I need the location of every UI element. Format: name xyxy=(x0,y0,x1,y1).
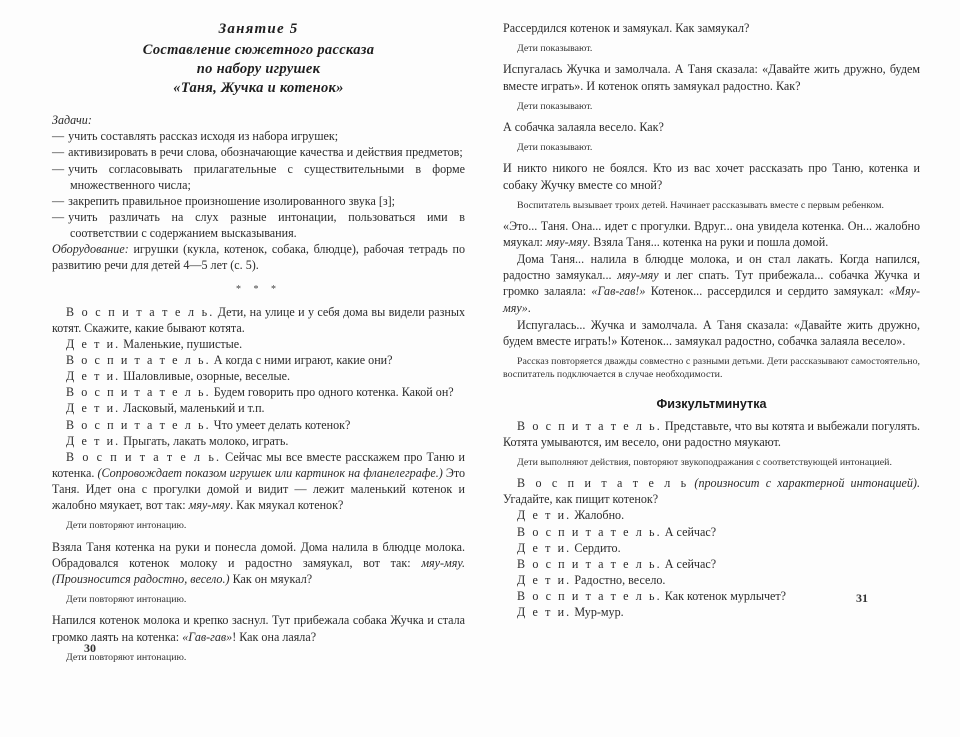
dog-paragraph xyxy=(52,612,465,644)
milk-part-2: Как он мяукал? xyxy=(229,571,313,586)
dialogue-text: Маленькие, пушистые. xyxy=(120,336,243,351)
task-text: учить различать на слух разные интонации, пользоваться ими в соответствии с содержанием высказывания. xyxy=(68,210,466,241)
em-dash-bullet: — xyxy=(52,210,65,225)
story-p2-d: . xyxy=(527,300,531,315)
milk-part-1: Взяла Таня котенка на руки и понесла домой. Дома налила в блюдце молока. Обрадовался котенок молоку и радостно замяукал, вот так: xyxy=(52,539,466,570)
speaker-label: В о с п и т а т е л ь. xyxy=(66,417,211,432)
story-p2-a: Дома Таня... налила в блюдце молока, и он стал лакать. Когда напился, радостно замяукал... xyxy=(503,252,920,283)
child-story-paragraph-1 xyxy=(503,218,920,250)
dialogue-line xyxy=(52,417,465,433)
teacher-story-part-3: . Как мяукал котенок? xyxy=(230,498,344,513)
fizkult-teacher-line-2 xyxy=(503,475,920,507)
page-number-left: 30 xyxy=(84,640,96,655)
stage-direction: Дети повторяют интонацию. xyxy=(66,520,187,532)
story-p1-a: «Это... Таня. Она... идет с прогулки. Вдруг... она увидела котенка. Он... жалобно мяукал: xyxy=(503,218,920,250)
dialogue-text: А когда с ними играют, какие они? xyxy=(210,353,393,367)
dialogue-line xyxy=(52,433,465,449)
dialogue-text: Шаловливые, озорные, веселые. xyxy=(120,369,290,384)
dog-part-2: ! Как она лаяла? xyxy=(232,629,317,644)
speaker-label: В о с п и т а т е л ь. xyxy=(517,524,662,539)
task-text: учить согласовывать прилагательные с существительными в форме множественного числа; xyxy=(68,161,466,192)
nobody-afraid-paragraph: И никто никого не боялся. Кто из вас хочет рассказать про Таню, котенка и собаку Жучку вместе со мной? xyxy=(503,161,920,192)
dialogue-line xyxy=(503,604,920,620)
speaker-label: В о с п и т а т е л ь. xyxy=(66,385,211,400)
dialogue-text: Как котенок мурлычет? xyxy=(661,589,787,604)
dialogue-line xyxy=(503,556,920,572)
dialogue-text: Будем говорить про одного котенка. Какой он? xyxy=(210,385,454,400)
teacher-stage-direction: (произносит с характерной интонацией). xyxy=(688,476,920,491)
onomatopoeia: мяу-мяу xyxy=(188,498,231,513)
stage-direction: Дети показывают. xyxy=(517,100,593,112)
tasks-list xyxy=(52,128,465,241)
scared-dog-paragraph: Испугалась Жучка и замолчала. А Таня сказала: «Давайте жить дружно, будем вместе играть». И котенок опять замяукал радостно. Как? xyxy=(503,62,920,93)
fizkult-teacher-2-text: Угадайте, как пищит котенок? xyxy=(503,492,659,507)
dialogue-text: Прыгать, лакать молоко, играть. xyxy=(120,433,289,448)
lesson-heading-line-3: по набору игрушек xyxy=(196,60,321,77)
em-dash-bullet: — xyxy=(52,161,65,176)
speaker-label: Д е т и. xyxy=(66,433,121,448)
dialogue-line xyxy=(52,400,465,416)
list-item xyxy=(52,128,465,144)
list-item xyxy=(52,144,465,160)
dialogue-line xyxy=(503,572,920,588)
speaker-label: В о с п и т а т е л ь. xyxy=(517,589,662,604)
speaker-label: В о с п и т а т е л ь. xyxy=(66,353,211,367)
equipment-text: игрушки (кукла, котенок, собака, блюдце), рабочая тетрадь по развитию речи для детей 4—5 лет (с. 5). xyxy=(52,242,466,273)
speaker-label: Д е т и. xyxy=(66,369,121,384)
dog-part-1: Напился котенок молока и крепко заснул. Тут прибежала собака Жучка и стала громко лаять на котенка: xyxy=(52,613,466,644)
dialogue-line xyxy=(52,352,465,368)
speaker-label: Д е т и. xyxy=(517,540,572,555)
speaker-label: В о с п и т а т е л ь. xyxy=(66,449,222,464)
speaker-label: В о с п и т а т е л ь. xyxy=(66,304,215,319)
dialogue-line xyxy=(503,507,920,523)
dialogue-line xyxy=(52,368,465,384)
teacher-story-paragraph xyxy=(52,449,465,514)
dialogue-text: А сейчас? xyxy=(661,524,717,539)
fizkult-teacher-line xyxy=(503,418,920,450)
speaker-label: В о с п и т а т е л ь xyxy=(517,476,689,491)
teacher-story-part-2: Это Таня. Идет она с прогулки домой и видит — лежит маленький котенок и жалобно мяукает, вот так: xyxy=(52,465,466,513)
stage-direction: Дети повторяют интонацию. xyxy=(66,651,187,663)
teacher-story-part-1: Сейчас мы все вместе расскажем про Таню и котенка. xyxy=(52,449,466,480)
speaker-label: Д е т и. xyxy=(517,572,572,587)
dialogue-line xyxy=(52,336,465,352)
dog-quote: «Гав-гав» xyxy=(182,629,233,644)
left-page-column xyxy=(40,20,465,670)
equipment-label: Оборудование: xyxy=(52,242,129,257)
dialogue-line xyxy=(52,384,465,400)
list-item xyxy=(52,209,465,241)
lesson-heading-line-4: «Таня, Жучка и котенок» xyxy=(173,80,344,97)
equipment-line xyxy=(52,241,465,273)
fizkult-teacher-text: Представьте, что вы котята и выбежали погулять. Котята умываются, им весело, они радостно мяукают. xyxy=(503,418,920,449)
dialogue-line xyxy=(503,524,920,540)
stage-direction: Дети показывают. xyxy=(517,142,593,154)
stage-direction: Дети повторяют интонацию. xyxy=(66,594,187,606)
stage-direction: Дети показывают. xyxy=(517,43,593,55)
teacher-story-stage-direction: (Сопровождает показом игрушек или картинок на фланелеграфе.) xyxy=(97,465,443,480)
dog-quote: «Гав-гав!» xyxy=(591,284,646,299)
dialogue-text: Что умеет делать котенок? xyxy=(210,417,351,432)
milk-stage-direction: . (Произносится радостно, весело.) xyxy=(52,555,466,586)
right-page-column xyxy=(495,20,920,620)
story-p1-b: . Взяла Таня... котенка на руки и пошла домой. xyxy=(587,235,829,250)
list-item xyxy=(52,193,465,209)
em-dash-bullet: — xyxy=(52,129,65,144)
lesson-heading xyxy=(52,20,465,98)
em-dash-bullet: — xyxy=(52,145,65,160)
dialogue-line xyxy=(52,304,465,336)
fizkultminutka-heading: Физкультминутка xyxy=(656,396,767,411)
dialogue-text: Мур-мур. xyxy=(571,605,624,620)
happy-dog-paragraph: А собачка залаяла весело. Как? xyxy=(503,119,664,134)
page-number-right: 31 xyxy=(856,591,868,606)
lesson-heading-line-2: Составление сюжетного рассказа xyxy=(142,41,375,58)
task-text: учить составлять рассказ исходя из набора игрушек; xyxy=(68,129,339,144)
dialogue-text: А сейчас? xyxy=(661,556,717,571)
milk-paragraph xyxy=(52,539,465,587)
stage-direction: Рассказ повторяется дважды совместно с разными детьми. Дети рассказывают самостоятельно, воспитатель подключается в случае необходимости. xyxy=(503,356,920,381)
stage-direction: Воспитатель вызывает троих детей. Начинает рассказывать вместе с первым ребенком. xyxy=(517,199,885,211)
onomatopoeia: мяу-мяу xyxy=(617,268,659,283)
kitten-quote: «Мяу-мяу» xyxy=(503,284,921,315)
stage-direction: Дети выполняют действия, повторяют звукоподражания с соответствующей интонацией. xyxy=(517,456,892,468)
speaker-label: В о с п и т а т е л ь. xyxy=(517,418,662,433)
angry-kitten-paragraph: Рассердился котенок и замяукал. Как замяукал? xyxy=(503,21,750,35)
speaker-label: Д е т и. xyxy=(66,336,121,351)
onomatopoeia: мяу-мяу xyxy=(421,555,462,570)
list-item xyxy=(52,161,465,193)
speaker-label: Д е т и. xyxy=(517,605,572,620)
dialogue-line xyxy=(503,540,920,556)
speaker-label: В о с п и т а т е л ь. xyxy=(517,556,662,571)
story-p2-c: Котенок... рассердился и сердито замяукал: xyxy=(645,284,889,299)
lesson-heading-line-1: Занятие 5 xyxy=(218,21,299,37)
task-text: активизировать в речи слова, обозначающие качества и действия предметов; xyxy=(68,145,463,160)
section-separator: * * * xyxy=(236,283,282,295)
dialogue-text: Сердито. xyxy=(571,540,621,555)
dialogue-text: Радостно, весело. xyxy=(571,572,666,587)
speaker-label: Д е т и. xyxy=(517,508,572,523)
child-story-paragraph-3: Испугалась... Жучка и замолчала. А Таня сказала: «Давайте жить дружно, будем вместе играть!» Котенок... замяукал радостно, собачка залаяла весело». xyxy=(503,317,920,348)
onomatopoeia: мяу-мяу xyxy=(545,235,588,250)
tasks-label: Задачи: xyxy=(52,113,92,128)
child-story-paragraph-2 xyxy=(503,251,920,316)
dialogue-text: Дети, на улице и у себя дома вы видели разных котят. Скажите, какие бывают котята. xyxy=(52,304,466,335)
dialogue-text: Ласковый, маленький и т.п. xyxy=(120,401,265,416)
dialogue-text: Жалобно. xyxy=(571,508,625,523)
story-p2-b: и лег спать. Тут прибежала... собачка Жучка и громко залаяла: xyxy=(503,268,920,299)
speaker-label: Д е т и. xyxy=(66,401,121,416)
em-dash-bullet: — xyxy=(52,193,65,208)
task-text: закрепить правильное произношение изолированного звука [з]; xyxy=(68,193,396,208)
